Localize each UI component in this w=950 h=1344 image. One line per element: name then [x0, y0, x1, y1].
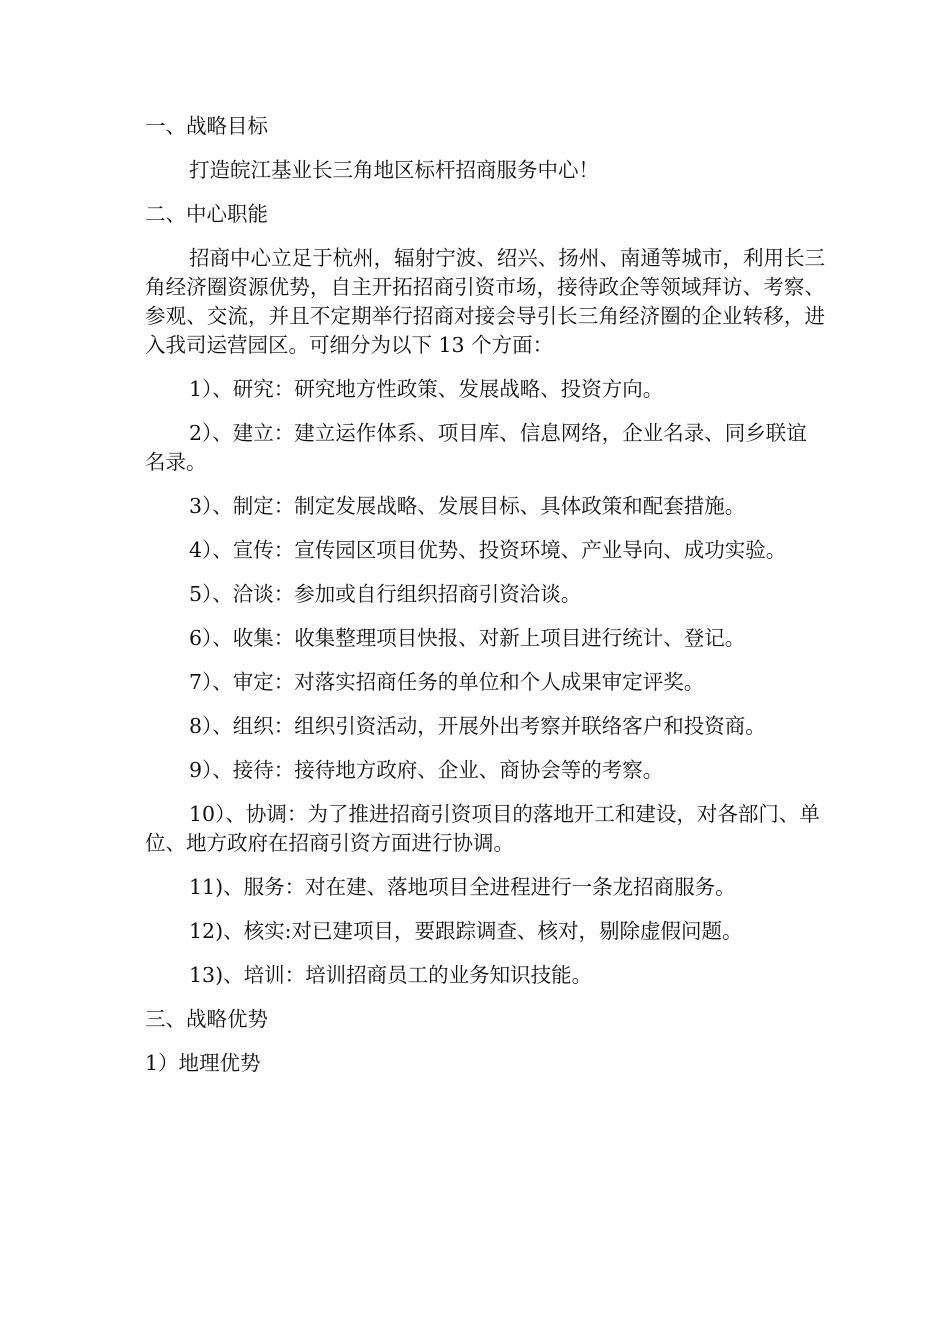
function-item-review: 7）、审定：对落实招商任务的单位和个人成果审定评奖。: [189, 670, 705, 694]
function-item-negotiate: 5）、洽谈：参加或自行组织招商引资洽谈。: [189, 582, 582, 606]
function-item-establish: 2）、建立：建立运作体系、项目库、信息网络，企业名录、同乡联谊名录。: [145, 421, 807, 474]
function-item-organize: 8）、组织：组织引资活动，开展外出考察并联络客户和投资商。: [189, 714, 766, 738]
function-item-formulate: 3）、制定：制定发展战略、发展目标、具体政策和配套措施。: [189, 494, 746, 518]
function-item-train: 13)、培训：培训招商员工的业务知识技能。: [189, 963, 593, 987]
function-item-research: 1）、研究：研究地方性政策、发展战略、投资方向。: [189, 377, 664, 401]
function-item-service: 11)、服务：对在建、落地项目全进程进行一条龙招商服务。: [189, 875, 736, 899]
subheading-geographic-advantage: 1）地理优势: [145, 1051, 261, 1075]
section-heading-strategic-advantages: 三、战略优势: [145, 1007, 268, 1031]
function-item-collect: 6）、收集：收集整理项目快报、对新上项目进行统计、登记。: [189, 626, 746, 650]
function-item-receive: 9）、接待：接待地方政府、企业、商协会等的考察。: [189, 758, 664, 782]
section-heading-strategy-goal: 一、战略目标: [145, 114, 268, 138]
section-heading-center-functions: 二、中心职能: [145, 202, 268, 226]
function-item-promote: 4）、宣传：宣传园区项目优势、投资环境、产业导向、成功实验。: [189, 538, 787, 562]
function-item-verify: 12)、核实:对已建项目，要跟踪调查、核对，剔除虚假问题。: [189, 919, 743, 943]
strategy-goal-text: 打造皖江基业长三角地区标杆招商服务中心！: [189, 158, 599, 182]
document-page: [145, 112, 825, 1093]
center-functions-intro: 招商中心立足于杭州，辐射宁波、绍兴、扬州、南通等城市，利用长三角经济圈资源优势，自主开拓招商引资市场，接待政企等领域拜访、考察、参观、交流，并且不定期举行招商对接会导引长三角经济圈的企业转移，进入我司运营园区。可细分为以下 13 个方面：: [145, 246, 825, 357]
function-item-coordinate: 10）、协调：为了推进招商引资项目的落地开工和建设，对各部门、单位、地方政府在招商引资方面进行协调。: [145, 802, 820, 855]
